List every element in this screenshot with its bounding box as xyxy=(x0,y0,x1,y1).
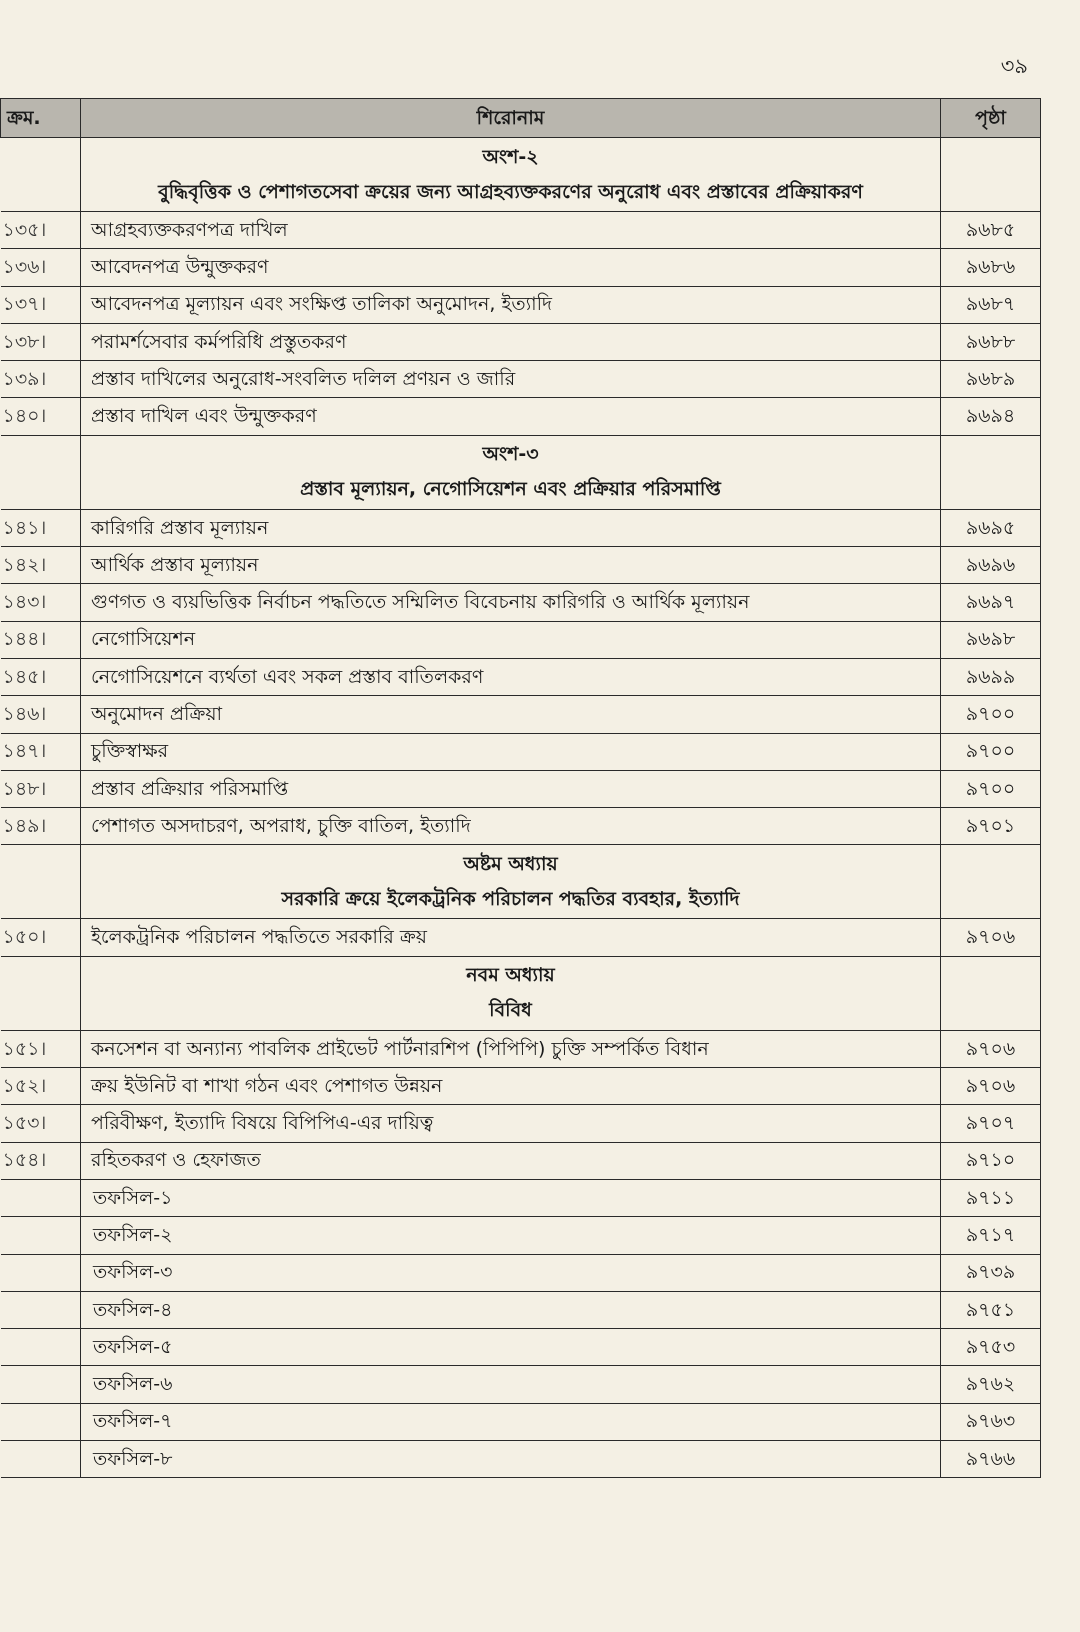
section-heading: অংশ-৩ xyxy=(81,435,941,471)
entry-title: কনসেশন বা অন্যান্য পাবলিক প্রাইভেট পার্টনারশিপ (পিপিপি) চুক্তি সম্পর্কিত বিধান xyxy=(81,1030,941,1067)
table-row xyxy=(1,323,1041,360)
section-serial-cell xyxy=(1,845,81,881)
entry-title: তফসিল-৬ xyxy=(81,1366,941,1403)
table-row xyxy=(1,584,1041,621)
page-number: ৩৯ xyxy=(1000,54,1028,78)
serial-number xyxy=(1,1217,81,1254)
table-row xyxy=(1,1366,1041,1403)
page-ref: ৯৬৮৬ xyxy=(941,249,1041,286)
entry-title: তফসিল-৩ xyxy=(81,1254,941,1291)
page-ref: ৯৬৯৬ xyxy=(941,547,1041,584)
page-ref: ৯৭১৭ xyxy=(941,1217,1041,1254)
section-subheading: সরকারি ক্রয়ে ইলেকট্রনিক পরিচালন পদ্ধতির ব্যবহার, ইত্যাদি xyxy=(81,880,941,919)
section-heading-row xyxy=(1,845,1041,881)
serial-number xyxy=(1,1254,81,1291)
section-subheading-row xyxy=(1,992,1041,1031)
serial-number: ১৪৭। xyxy=(1,733,81,770)
entry-title: তফসিল-১ xyxy=(81,1179,941,1216)
table-row xyxy=(1,1142,1041,1179)
section-serial-cell xyxy=(1,173,81,212)
page-ref: ৯৬৮৫ xyxy=(941,212,1041,249)
serial-number: ১৪০। xyxy=(1,398,81,435)
serial-number: ১৪৬। xyxy=(1,696,81,733)
entry-title: তফসিল-২ xyxy=(81,1217,941,1254)
entry-title: আগ্রহব্যক্তকরণপত্র দাখিল xyxy=(81,212,941,249)
section-serial-cell xyxy=(1,138,81,174)
table-row xyxy=(1,770,1041,807)
entry-title: কারিগরি প্রস্তাব মূল্যায়ন xyxy=(81,509,941,546)
page-ref: ৯৬৮৯ xyxy=(941,361,1041,398)
serial-number: ১৫১। xyxy=(1,1030,81,1067)
entry-title: প্রস্তাব প্রক্রিয়ার পরিসমাপ্তি xyxy=(81,770,941,807)
serial-number xyxy=(1,1291,81,1328)
section-serial-cell xyxy=(1,956,81,992)
table-row xyxy=(1,509,1041,546)
page-ref: ৯৭০৬ xyxy=(941,1068,1041,1105)
section-subheading: প্রস্তাব মূল্যায়ন, নেগোসিয়েশন এবং প্রক্রিয়ার পরিসমাপ্তি xyxy=(81,471,941,510)
section-serial-cell xyxy=(1,880,81,919)
table-row xyxy=(1,1105,1041,1142)
serial-number: ১৫৪। xyxy=(1,1142,81,1179)
section-page-cell xyxy=(941,435,1041,471)
section-serial-cell xyxy=(1,992,81,1031)
serial-number: ১৪১। xyxy=(1,509,81,546)
section-subheading-row xyxy=(1,880,1041,919)
table-row xyxy=(1,1217,1041,1254)
serial-number: ১৪৯। xyxy=(1,808,81,845)
section-serial-cell xyxy=(1,471,81,510)
table-row xyxy=(1,361,1041,398)
serial-number: ১৪২। xyxy=(1,547,81,584)
entry-title: প্রস্তাব দাখিলের অনুরোধ-সংবলিত দলিল প্রণয়ন ও জারি xyxy=(81,361,941,398)
page-ref: ৯৬৯৮ xyxy=(941,621,1041,658)
table-header-row xyxy=(1,99,1041,138)
table-row xyxy=(1,1403,1041,1440)
serial-number: ১৩৬। xyxy=(1,249,81,286)
entry-title: ইলেকট্রনিক পরিচালন পদ্ধতিতে সরকারি ক্রয় xyxy=(81,919,941,956)
table-row xyxy=(1,733,1041,770)
page-ref: ৯৬৯৪ xyxy=(941,398,1041,435)
entry-title: নেগোসিয়েশন xyxy=(81,621,941,658)
serial-number: ১৪৪। xyxy=(1,621,81,658)
section-page-cell xyxy=(941,471,1041,510)
entry-title: গুণগত ও ব্যয়ভিত্তিক নির্বাচন পদ্ধতিতে সম্মিলিত বিবেচনায় কারিগরি ও আর্থিক মূল্যায়ন xyxy=(81,584,941,621)
entry-title: তফসিল-৫ xyxy=(81,1329,941,1366)
serial-column-header: ক্রম. xyxy=(1,99,81,138)
entry-title: তফসিল-৮ xyxy=(81,1441,941,1478)
page-ref: ৯৭৩৯ xyxy=(941,1254,1041,1291)
page-ref: ৯৭৬২ xyxy=(941,1366,1041,1403)
serial-number: ১৫২। xyxy=(1,1068,81,1105)
table-row xyxy=(1,621,1041,658)
serial-number: ১৩৮। xyxy=(1,323,81,360)
page-ref: ৯৬৮৮ xyxy=(941,323,1041,360)
serial-number: ১৩৫। xyxy=(1,212,81,249)
table-row xyxy=(1,1068,1041,1105)
entry-title: তফসিল-৭ xyxy=(81,1403,941,1440)
entry-title: রহিতকরণ ও হেফাজত xyxy=(81,1142,941,1179)
serial-number: ১৩৭। xyxy=(1,286,81,323)
section-subheading-row xyxy=(1,471,1041,510)
page-ref: ৯৬৯৭ xyxy=(941,584,1041,621)
page-ref: ৯৭০০ xyxy=(941,696,1041,733)
section-page-cell xyxy=(941,845,1041,881)
section-page-cell xyxy=(941,173,1041,212)
section-heading: অষ্টম অধ্যায় xyxy=(81,845,941,881)
section-heading: নবম অধ্যায় xyxy=(81,956,941,992)
serial-number xyxy=(1,1179,81,1216)
page-ref: ৯৬৯৯ xyxy=(941,658,1041,695)
section-heading-row xyxy=(1,435,1041,471)
serial-number: ১৩৯। xyxy=(1,361,81,398)
page-ref: ৯৭৫৩ xyxy=(941,1329,1041,1366)
page-ref: ৯৭১১ xyxy=(941,1179,1041,1216)
section-heading-row xyxy=(1,956,1041,992)
serial-number: ১৪৩। xyxy=(1,584,81,621)
page-ref: ৯৬৮৭ xyxy=(941,286,1041,323)
table-row xyxy=(1,919,1041,956)
table-row xyxy=(1,249,1041,286)
serial-number xyxy=(1,1329,81,1366)
table-row xyxy=(1,1254,1041,1291)
entry-title: পরিবীক্ষণ, ইত্যাদি বিষয়ে বিপিপিএ-এর দায়িত্ব xyxy=(81,1105,941,1142)
table-row xyxy=(1,398,1041,435)
page-ref: ৯৭০০ xyxy=(941,733,1041,770)
table-row xyxy=(1,1291,1041,1328)
entry-title: আবেদনপত্র উন্মুক্তকরণ xyxy=(81,249,941,286)
entry-title: প্রস্তাব দাখিল এবং উন্মুক্তকরণ xyxy=(81,398,941,435)
section-subheading-row xyxy=(1,173,1041,212)
table-row xyxy=(1,808,1041,845)
entry-title: ক্রয় ইউনিট বা শাখা গঠন এবং পেশাগত উন্নয়ন xyxy=(81,1068,941,1105)
page-ref: ৯৭৬৬ xyxy=(941,1441,1041,1478)
entry-title: পরামর্শসেবার কর্মপরিধি প্রস্তুতকরণ xyxy=(81,323,941,360)
table-row xyxy=(1,1441,1041,1478)
section-page-cell xyxy=(941,880,1041,919)
section-page-cell xyxy=(941,138,1041,174)
section-heading: অংশ-২ xyxy=(81,138,941,174)
serial-number: ১৪৮। xyxy=(1,770,81,807)
entry-title: আবেদনপত্র মূল্যায়ন এবং সংক্ষিপ্ত তালিকা অনুমোদন, ইত্যাদি xyxy=(81,286,941,323)
section-serial-cell xyxy=(1,435,81,471)
serial-number: ১৪৫। xyxy=(1,658,81,695)
table-row xyxy=(1,658,1041,695)
table-row xyxy=(1,1179,1041,1216)
entry-title: চুক্তিস্বাক্ষর xyxy=(81,733,941,770)
page-ref: ৯৭০১ xyxy=(941,808,1041,845)
table-row xyxy=(1,212,1041,249)
page-column-header: পৃষ্ঠা xyxy=(941,99,1041,138)
serial-number: ১৫৩। xyxy=(1,1105,81,1142)
serial-number: ১৫০। xyxy=(1,919,81,956)
page-ref: ৯৭০০ xyxy=(941,770,1041,807)
section-subheading: বুদ্ধিবৃত্তিক ও পেশাগতসেবা ক্রয়ের জন্য আগ্রহব্যক্তকরণের অনুরোধ এবং প্রস্তাবের প্রক্রিয়াকরণ xyxy=(81,173,941,212)
table-of-contents xyxy=(0,98,1041,1478)
serial-number xyxy=(1,1403,81,1440)
table-body xyxy=(1,138,1041,1478)
entry-title: অনুমোদন প্রক্রিয়া xyxy=(81,696,941,733)
entry-title: আর্থিক প্রস্তাব মূল্যায়ন xyxy=(81,547,941,584)
table-row xyxy=(1,696,1041,733)
page-ref: ৯৭১০ xyxy=(941,1142,1041,1179)
table-row xyxy=(1,1329,1041,1366)
table-row xyxy=(1,547,1041,584)
page-ref: ৯৭০৬ xyxy=(941,1030,1041,1067)
entry-title: নেগোসিয়েশনে ব্যর্থতা এবং সকল প্রস্তাব বাতিলকরণ xyxy=(81,658,941,695)
table-row xyxy=(1,1030,1041,1067)
section-heading-row xyxy=(1,138,1041,174)
entry-title: তফসিল-৪ xyxy=(81,1291,941,1328)
page-ref: ৯৭০৬ xyxy=(941,919,1041,956)
section-page-cell xyxy=(941,956,1041,992)
title-column-header: শিরোনাম xyxy=(81,99,941,138)
page-ref: ৯৬৯৫ xyxy=(941,509,1041,546)
section-page-cell xyxy=(941,992,1041,1031)
table-row xyxy=(1,286,1041,323)
page-ref: ৯৭৬৩ xyxy=(941,1403,1041,1440)
page-ref: ৯৭০৭ xyxy=(941,1105,1041,1142)
section-subheading: বিবিধ xyxy=(81,992,941,1031)
serial-number xyxy=(1,1441,81,1478)
page-ref: ৯৭৫১ xyxy=(941,1291,1041,1328)
serial-number xyxy=(1,1366,81,1403)
entry-title: পেশাগত অসদাচরণ, অপরাধ, চুক্তি বাতিল, ইত্যাদি xyxy=(81,808,941,845)
